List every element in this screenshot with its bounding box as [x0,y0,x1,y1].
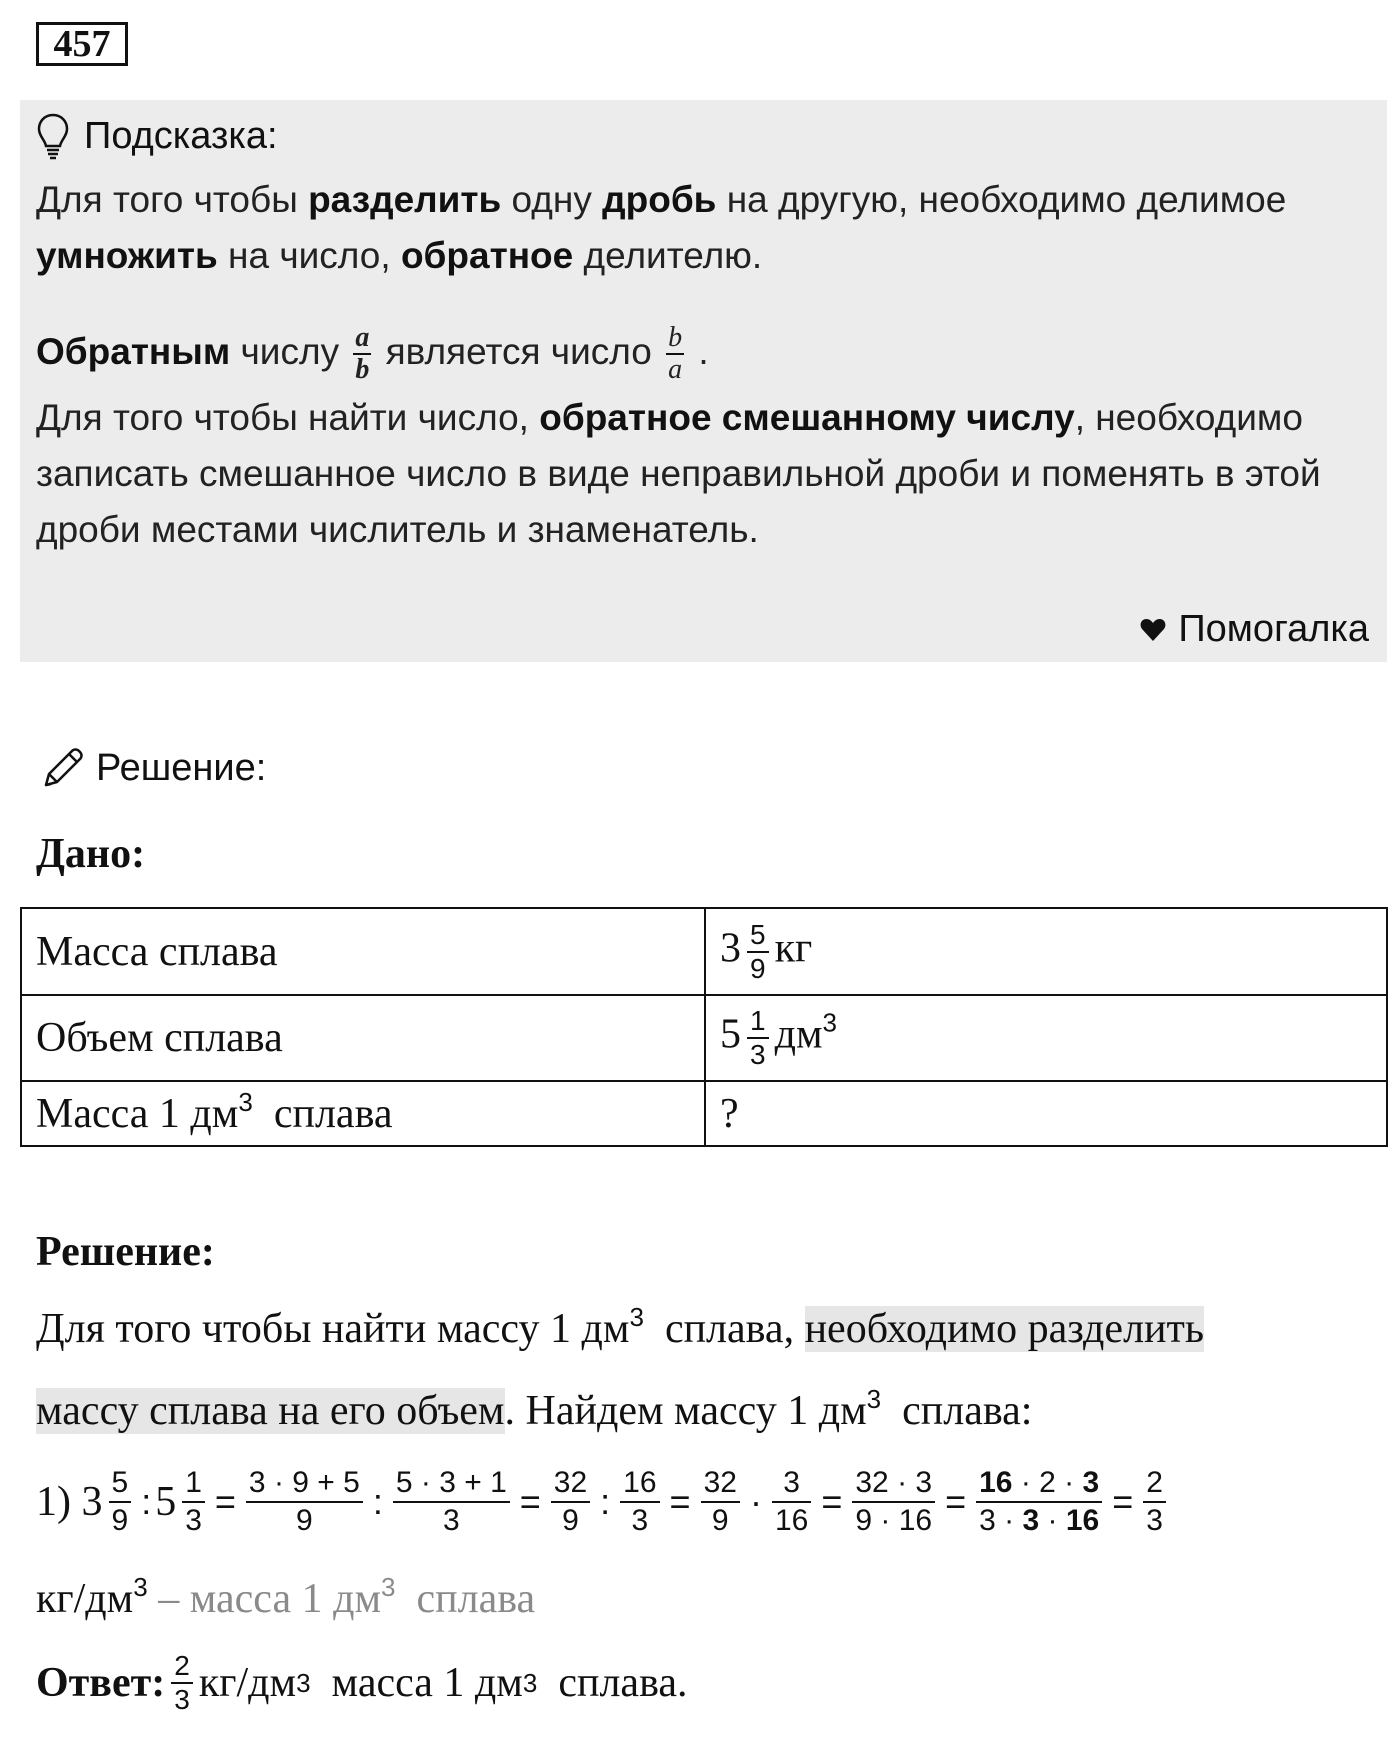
calculation-line: 1) 3 $\frac{5}{9}$ : 5 $\frac{1}{3}$ = $\frac{3 \cdot 9 + 5}{9}$ : $\frac{5 \cdot 3 + 1}{3}$ = $\frac{32}{9}$ : $\frac{16}{3}$ = $\frac{32}{9}$ · $\frac{3}{16}$ = $\frac{32 \cdot 3}{9 \cdot 16}$ = $\frac{16 \cdot 2 \cdot 3}{3 \cdot 3 \cdot 16}$ = $\frac{2}{3}$ [36,1465,1376,1539]
hint-paragraph-3 [36,390,1366,558]
unit-line: $кг/дм^3$ – масса 1 $дм^3$ сплава [36,1572,536,1622]
text: на число, [217,235,401,276]
given-table [20,907,1388,1147]
fraction-a-over-b: $\frac{a}{b}$ [355,322,370,386]
fraction: $\frac{32}{9}$ [701,1465,740,1539]
fraction: $\frac{2}{3}$ [171,1650,193,1716]
table-cell: 3 $\frac{5}{9}$ кг [705,908,1387,995]
credit-text: Помогалка [1178,608,1369,650]
answer-line: Ответ: $\frac{2}{3}$ кг/дм 3 масса 1 дм 3 сплава. [36,1650,688,1715]
emphasis: обратное [400,235,574,276]
text: на другую, необходимо делимое [716,179,1287,220]
table-row [21,995,1387,1081]
hint-title-text: Подсказка: [84,114,278,157]
solution-line-2: массу сплава на его объем. Найдем массу 1 $дм^3$ сплава: [36,1384,1033,1434]
highlighted-text: массу сплава на его объем [36,1388,505,1434]
text: Для того чтобы найти число, [36,397,540,438]
emphasis: обратное смешанному числу [539,397,1075,438]
fraction: $\frac{5 \cdot 3 + 1}{3}$ [393,1465,510,1539]
task-number: 457 [36,22,128,66]
text: одну [501,179,603,220]
hint-title [36,112,278,160]
hint-box [20,100,1387,662]
lightbulb-icon [36,112,70,160]
emphasis: Обратным [36,331,231,372]
text: является число [375,331,663,372]
table-cell: ? [705,1081,1387,1146]
emphasis: умножить [36,235,218,276]
fraction: $\frac{1}{3}$ [747,1005,769,1071]
step-label: 1) 3 [36,1479,103,1525]
fraction: $\frac{32}{9}$ [551,1465,590,1539]
text: , необходимо записать смешанное число в виде неправильной дроби и поменять в этой дроби местами числитель и знаменатель. [36,397,1321,550]
hint-paragraph-1 [36,172,1366,284]
table-row [21,1081,1387,1146]
fraction-result: $\frac{2}{3}$ [1143,1465,1166,1539]
text: числу [230,331,350,372]
fraction-cancel: $\frac{16 \cdot 2 \cdot 3}{3 \cdot 3 \cdot 16}$ [976,1465,1102,1539]
pencil-icon [40,745,86,791]
solution-heading: Решение: [36,1229,215,1275]
fraction: $\frac{5}{9}$ [747,919,769,985]
table-cell: Масса сплава [21,908,705,995]
fraction-b-over-a: $\frac{b}{a}$ [668,322,683,386]
answer-label: Ответ: [36,1660,166,1706]
table-cell: Объем сплава [21,995,705,1081]
table-cell: Масса 1 $дм^3$ сплава [21,1081,705,1146]
solution-header-text: Решение: [96,746,267,789]
text: . [688,331,709,372]
hint-paragraph-2 [36,322,1366,385]
table-row [21,908,1387,995]
solution-line-1: Для того чтобы найти массу 1 $дм^3$ сплава, необходимо разделить [36,1302,1205,1352]
fraction: $\frac{3 \cdot 9 + 5}{9}$ [246,1465,363,1539]
emphasis: дробь [602,179,717,220]
fraction: $\frac{5}{9}$ [109,1465,132,1539]
highlighted-text: необходимо разделить [804,1306,1205,1352]
heart-icon [1140,618,1166,642]
given-heading: Дано: [36,831,146,877]
emphasis: разделить [308,179,502,220]
fraction: $\frac{16}{3}$ [620,1465,659,1539]
solution-header [40,745,266,791]
fraction: $\frac{1}{3}$ [182,1465,205,1539]
fraction: $\frac{32 \cdot 3}{9 \cdot 16}$ [852,1465,935,1539]
text: Для того чтобы [36,179,309,220]
fraction: $\frac{3}{16}$ [772,1465,811,1539]
table-cell: 5 $\frac{1}{3}$ $дм^3$ [705,995,1387,1081]
hint-credit [1140,608,1369,651]
text: делителю. [573,235,763,276]
